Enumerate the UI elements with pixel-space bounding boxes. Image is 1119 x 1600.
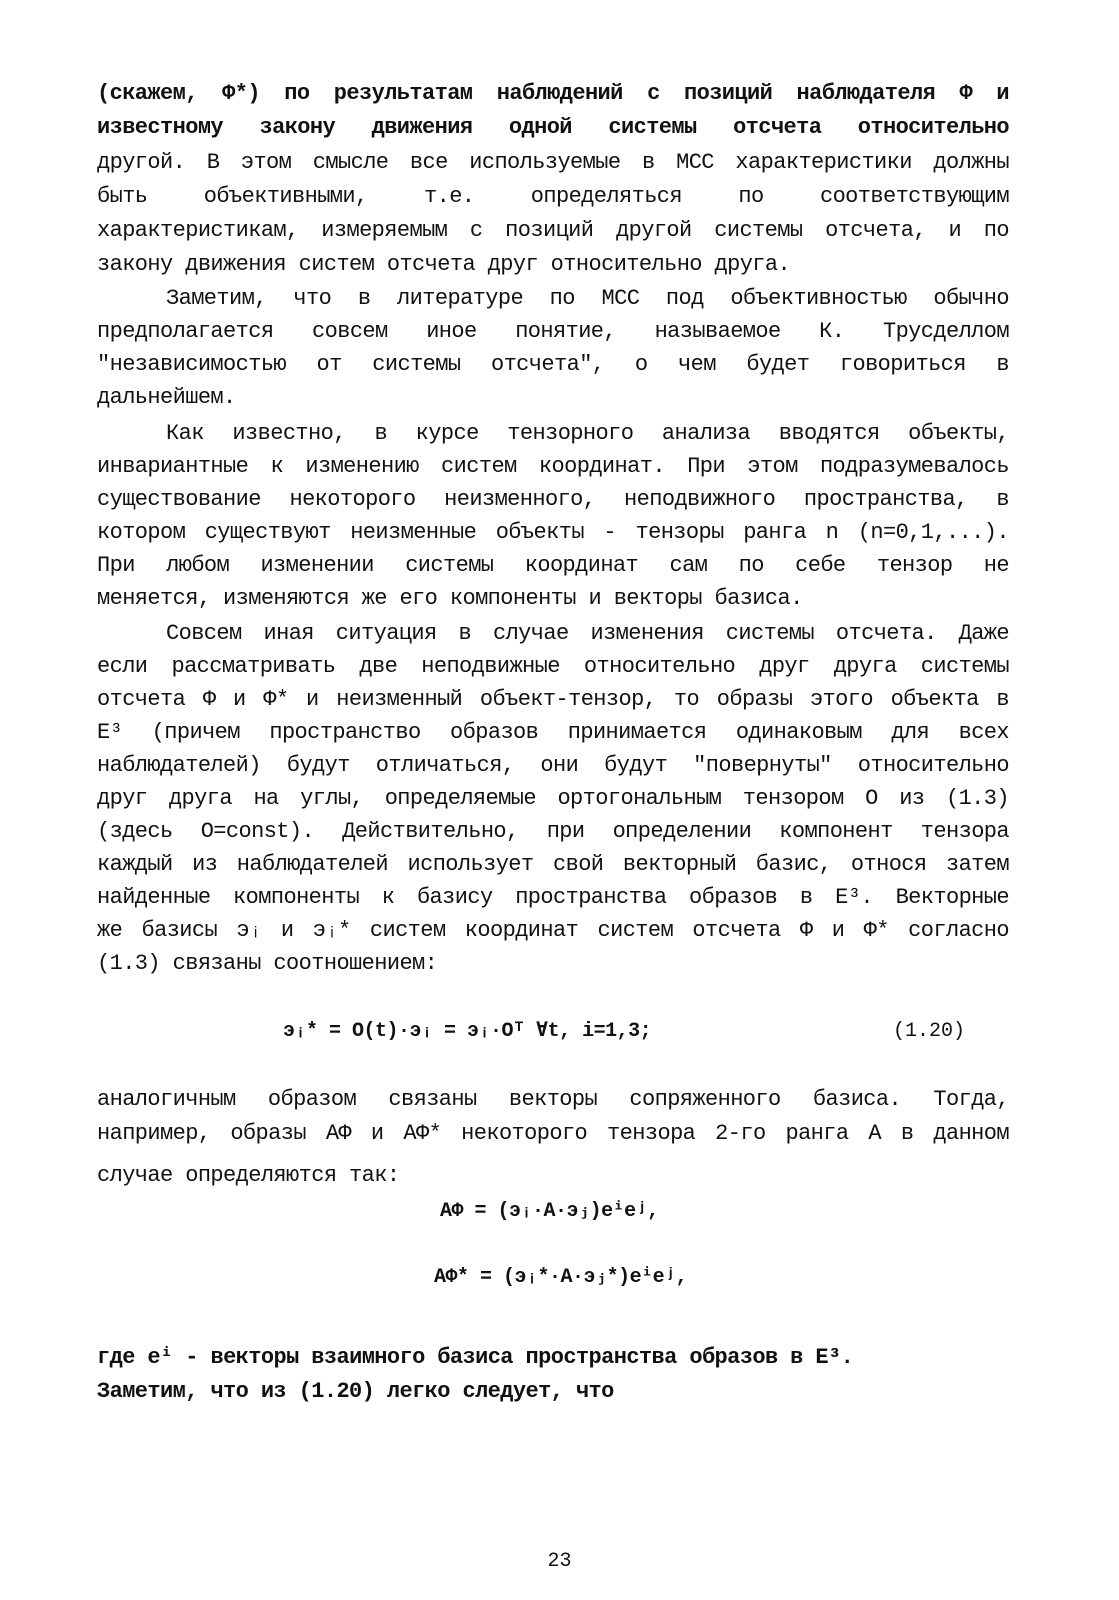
text-line: отсчета Ф и Ф* и неизменный объект-тензор, то образы этого объекта в bbox=[97, 687, 1009, 712]
text-line: аналогичным образом связаны векторы сопряженного базиса. Тогда, bbox=[97, 1087, 1009, 1112]
text-line: (1.3) связаны соотношением: bbox=[97, 951, 438, 976]
text-line: закону движения систем отсчета друг относительно друга. bbox=[97, 252, 791, 277]
text-line: меняется, изменяются же его компоненты и векторы базиса. bbox=[97, 586, 803, 611]
equation-a-phi-star: AФ* = (эᵢ*·A·эⱼ*)eⁱeʲ, bbox=[434, 1266, 688, 1289]
text-line: где eⁱ - векторы взаимного базиса пространства образов в E³. bbox=[97, 1345, 854, 1370]
text-line: найденные компоненты к базису пространства образов в E³. Векторные bbox=[97, 885, 1009, 910]
text-line: Заметим, что в литературе по МСС под объективностью обычно bbox=[166, 286, 1009, 311]
text-line: дальнейшем. bbox=[97, 385, 236, 410]
text-line: существование некоторого неизменного, неподвижного пространства, в bbox=[97, 487, 1009, 512]
equation-a-phi: AФ = (эᵢ·A·эⱼ)eⁱeʲ, bbox=[440, 1200, 659, 1223]
text-line: известному закону движения одной системы отсчета относительно bbox=[97, 115, 1009, 140]
text-line: другой. В этом смысле все используемые в МСС характеристики должны bbox=[97, 150, 1009, 175]
text-line: Совсем иная ситуация в случае изменения системы отсчета. Даже bbox=[166, 621, 1009, 646]
equation-number: (1.20) bbox=[893, 1020, 966, 1043]
text-line: предполагается совсем иное понятие, называемое К. Трусделлом bbox=[97, 319, 1009, 344]
text-line: Заметим, что из (1.20) легко следует, что bbox=[97, 1379, 614, 1404]
text-line: случае определяются так: bbox=[97, 1163, 400, 1188]
text-line: наблюдателей) будут отличаться, они будут "повернуты" относительно bbox=[97, 753, 1009, 778]
text-line: же базисы эᵢ и эᵢ* систем координат систем отсчета Ф и Ф* согласно bbox=[97, 918, 1009, 943]
equation-1-20: эᵢ* = O(t)·эᵢ = эᵢ·Oᵀ ∀t, i=1,3; bbox=[283, 1020, 652, 1043]
text-line: каждый из наблюдателей использует свой векторный базис, относя затем bbox=[97, 852, 1009, 877]
text-line: друг друга на углы, определяемые ортогональным тензором O из (1.3) bbox=[97, 786, 1009, 811]
text-line: При любом изменении системы координат сам по себе тензор не bbox=[97, 553, 1009, 578]
text-line: если рассматривать две неподвижные относительно друг друга системы bbox=[97, 654, 1009, 679]
text-line: "независимостью от системы отсчета", о чем будет говориться в bbox=[97, 352, 1009, 377]
text-line: например, образы AФ и AФ* некоторого тензора 2-го ранга A в данном bbox=[97, 1121, 1009, 1146]
text-line: E³ (причем пространство образов принимается одинаковым для всех bbox=[97, 720, 1009, 745]
text-line: (скажем, Ф*) по результатам наблюдений с позиций наблюдателя Ф и bbox=[97, 81, 1009, 106]
text-line: характеристикам, измеряемым с позиций другой системы отсчета, и по bbox=[97, 218, 1009, 243]
page-number: 23 bbox=[547, 1550, 572, 1573]
text-line: быть объективными, т.е. определяться по соответствующим bbox=[97, 184, 1009, 209]
text-line: (здесь O=const). Действительно, при определении компонент тензора bbox=[97, 819, 1009, 844]
text-line: котором существуют неизменные объекты - тензоры ранга n (n=0,1,...). bbox=[97, 520, 1009, 545]
text-line: инвариантные к изменению систем координат. При этом подразумевалось bbox=[97, 454, 1009, 479]
text-line: Как известно, в курсе тензорного анализа вводятся объекты, bbox=[166, 421, 1009, 446]
